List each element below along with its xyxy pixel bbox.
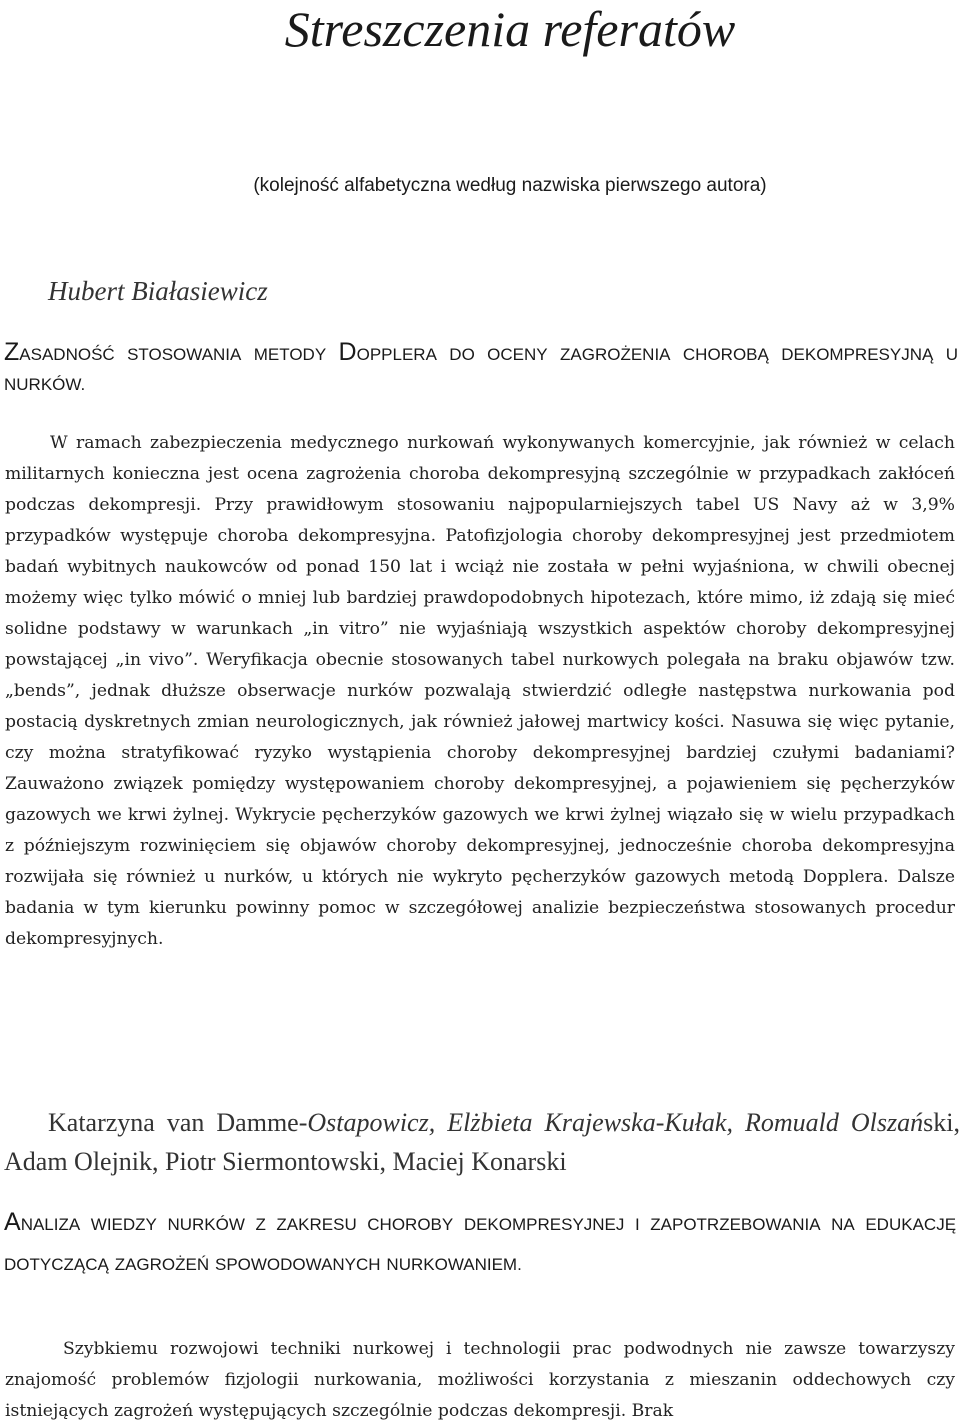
title-word: SPOWODOWANYCH [214,1255,381,1274]
title-word: DEKOMPRESYJNĄ [781,345,934,364]
author-text: Ostapowicz, Elżbieta Krajewska-Kułak, Romuald Olszań [307,1108,924,1137]
title-word: ZAGROŻEŃ [114,1255,210,1274]
article-1-author: Hubert Białasiewicz [48,276,268,306]
title-word: ZAPOTRZEBOWANIA [650,1215,821,1234]
title-word: Z [4,338,20,366]
title-word: NURKÓW [167,1215,245,1234]
title-word: CHOROBY [367,1215,454,1234]
article-1-abstract: W ramach zabezpieczenia medycznego nurkowań wykonywanych komercyjnie, jak również w celach militarnych konieczna jest ocena zagrożenia choroba dekompresyjną szczególnie w przypadkach zakłóceń podczas dekompresji. Przy prawidłowym stosowaniu najpopularniejszych tabel US Navy aż w 3,9% przypadków występuje choroba dekompresyjna. Patofizjologia choroby dekompresyjnej jest przedmiotem badań wybitnych naukowców od ponad 150 lat i wciąż nie została w pełni wyjaśniona, w chwili obecnej możemy więc tylko mówić o mniej lub bardziej prawdopodobnych hipotezach, które mimo, iż zdają się mieć solidne podstawy w warunkach „in vitro” nie wyjaśniają wszystkich aspektów choroby dekompresyjnej powstającej „in vivo”. Weryfikacja obecnie stosowanych tabel nurkowych polegała na braku objawów tzw. „bends”, jednak dłuższe obserwacje nurków pozwalają stwierdzić odległe następstwa nurkowania pod postacią dyskretnych zmian neurologicznych, jak również jałowej martwicy kości. Nasuwa się więc pytanie, czy można stratyfikować ryzyko wystąpienia choroby dekompresyjnej bardziej czułymi badaniami? Zauważono związek pomiędzy występowaniem choroby dekompresyjnej, a pojawieniem się pęcherzyków gazowych we krwi żylnej. Wykrycie pęcherzyków gazowych we krwi żylnej wiązało się w wielu przypadkach z późniejszym rozwinięciem się objawów choroby dekompresyjnej, jednocześnie choroba dekompresyjna rozwijała się również u nurków, u których nie wykryto pęcherzyków gazowych metodą Dopplera. Dalsze badania w tym kierunku powinny pomoc w szczegółowej analizie bezpieczeństwa stosowanych procedur dekompresyjnych. [5,433,955,949]
page-subtitle: (kolejność alfabetyczna według nazwiska pierwszego autora) [253,175,767,196]
page-title: Streszczenia referatów [284,1,736,57]
article-1-title [4,338,958,399]
article-2-authors [4,1103,960,1181]
title-word: A [4,1208,21,1236]
title-word: NURKOWANIEM. [386,1255,522,1274]
title-word: D [338,338,357,366]
title-word: I [634,1215,640,1234]
author-text: Katarzyna van Damme- [48,1108,308,1137]
title-word: Z [255,1215,266,1234]
title-word: STOSOWANIA [127,345,242,364]
title-word: NURKÓW. [4,375,86,394]
article-2-title [4,1203,956,1284]
article-2-abstract: Szybkiemu rozwojowi techniki nurkowej i technologii prac podwodnych nie zawsze towarzyszy znajomość problemów fizjologii nurkowania, możliwości korzystania z mieszanin oddechowych czy istniejących zagrożeń występujących szczególnie podczas dekompresji. Brak [5,1339,955,1421]
title-word: ASADNOŚĆ [19,345,115,364]
title-word: U [945,345,958,364]
title-word: OCENY [487,345,548,364]
title-word: NALIZA [20,1215,81,1234]
author-text: ski, Adam Olejnik, Piotr Siermontowski, Maciej Konarski [4,1108,960,1176]
title-word: EDUKACJĘ [865,1215,957,1234]
title-word: NA [831,1215,855,1234]
title-word: CHOROBĄ [682,345,769,364]
title-word: DOTYCZĄCĄ [4,1255,109,1274]
title-word: WIEDZY [90,1215,157,1234]
title-word: ZAGROŻENIA [560,345,671,364]
title-word: DO [449,345,475,364]
title-word: DEKOMPRESYJNEJ [463,1215,625,1234]
title-word: METODY [253,345,327,364]
title-word: OPPLERA [356,345,437,364]
title-word: ZAKRESU [276,1215,357,1234]
